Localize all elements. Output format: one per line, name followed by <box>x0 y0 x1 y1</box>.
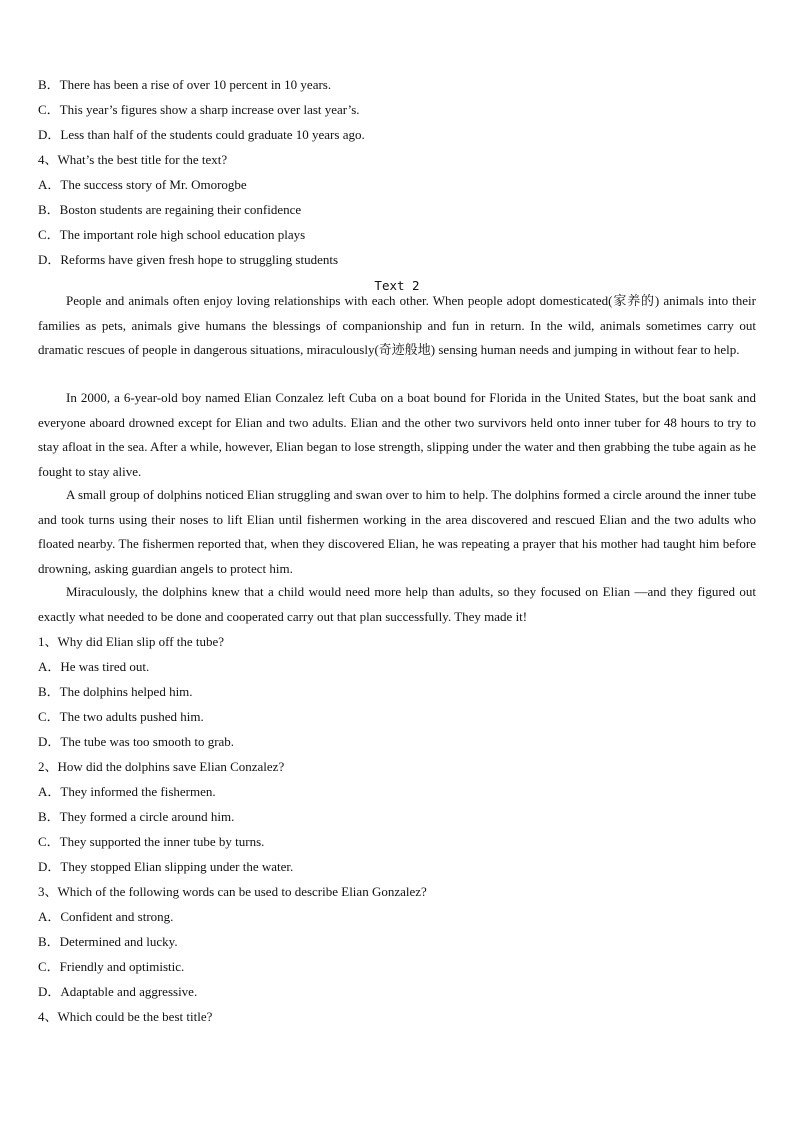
t2-q2-stem: 2、How did the dolphins save Elian Conzalez? <box>38 759 285 774</box>
t2-q4-stem: 4、Which could be the best title? <box>38 1009 213 1024</box>
t2-q3-option-d: D．Adaptable and aggressive. <box>38 984 198 999</box>
s1-q3-option-d: D．Less than half of the students could graduate 10 years ago. <box>38 127 365 142</box>
t2-q1-option-a: A．He was tired out. <box>38 659 150 674</box>
s1-q4-option-a: A．The success story of Mr. Omorogbe <box>38 177 247 192</box>
t2-q1-option-d: D．The tube was too smooth to grab. <box>38 734 235 749</box>
t2-q3-option-c: C．Friendly and optimistic. <box>38 959 185 974</box>
text2-paragraph-2: In 2000, a 6-year-old boy named Elian Conzalez left Cuba on a boat bound for Florida in the United States, but the boat sank and everyone aboard drowned except for Elian and two adults. Elian and the other two survivors held onto inner tuber for 48 hours to try to stay afloat in the sea. After a while, however, Elian began to lose strength, slipping under the water and then grabbing the tube again as he fought to stay alive. <box>38 390 756 479</box>
t2-q2-option-a: A．They informed the fishermen. <box>38 784 216 799</box>
text2-paragraph-3: A small group of dolphins noticed Elian struggling and swan over to him to help. The dolphins formed a circle around the inner tube and took turns using their noses to lift Elian until fishermen working in the area discovered and rescued Elian and the two adults who floated nearby. The fishermen reported that, when they discovered Elian, he was repeating a prayer that his mother had taught him before drowning, asking guardian angels to protect him. <box>38 487 756 576</box>
s1-q4-option-d: D．Reforms have given fresh hope to struggling students <box>38 252 339 267</box>
t2-q3-option-a: A．Confident and strong. <box>38 909 174 924</box>
t2-q1-stem: 1、Why did Elian slip off the tube? <box>38 634 225 649</box>
s1-q4-option-b: B．Boston students are regaining their confidence <box>38 202 302 217</box>
t2-q3-option-b: B．Determined and lucky. <box>38 934 178 949</box>
t2-q2-option-c: C．They supported the inner tube by turns. <box>38 834 265 849</box>
s1-q4-stem: 4、What’s the best title for the text? <box>38 152 228 167</box>
text2-paragraph-1: People and animals often enjoy loving relationships with each other. When people adopt domesticated(家养的) animals into their families as pets, animals give humans the blessings of companionship and fun in return. In the wild, animals sometimes carry out dramatic rescues of people in dangerous situations, miraculously(奇迹般地) sensing human needs and jumping in without fear to help. <box>38 293 756 357</box>
s1-q4-option-c: C．The important role high school education plays <box>38 227 306 242</box>
t2-q1-option-c: C．The two adults pushed him. <box>38 709 204 724</box>
t2-q2-option-b: B．They formed a circle around him. <box>38 809 235 824</box>
t2-q1-option-b: B．The dolphins helped him. <box>38 684 193 699</box>
s1-q3-option-c: C．This year’s figures show a sharp increase over last year’s. <box>38 102 360 117</box>
t2-q3-stem: 3、Which of the following words can be used to describe Elian Gonzalez? <box>38 884 427 899</box>
text2-paragraph-4: Miraculously, the dolphins knew that a child would need more help than adults, so they focused on Elian —and they figured out exactly what needed to be done and cooperated carry out that plan successfully. They made it! <box>38 584 756 624</box>
s1-q3-option-b: B．There has been a rise of over 10 percent in 10 years. <box>38 77 332 92</box>
text2-heading: Text 2 <box>374 278 420 293</box>
t2-q2-option-d: D．They stopped Elian slipping under the water. <box>38 859 294 874</box>
